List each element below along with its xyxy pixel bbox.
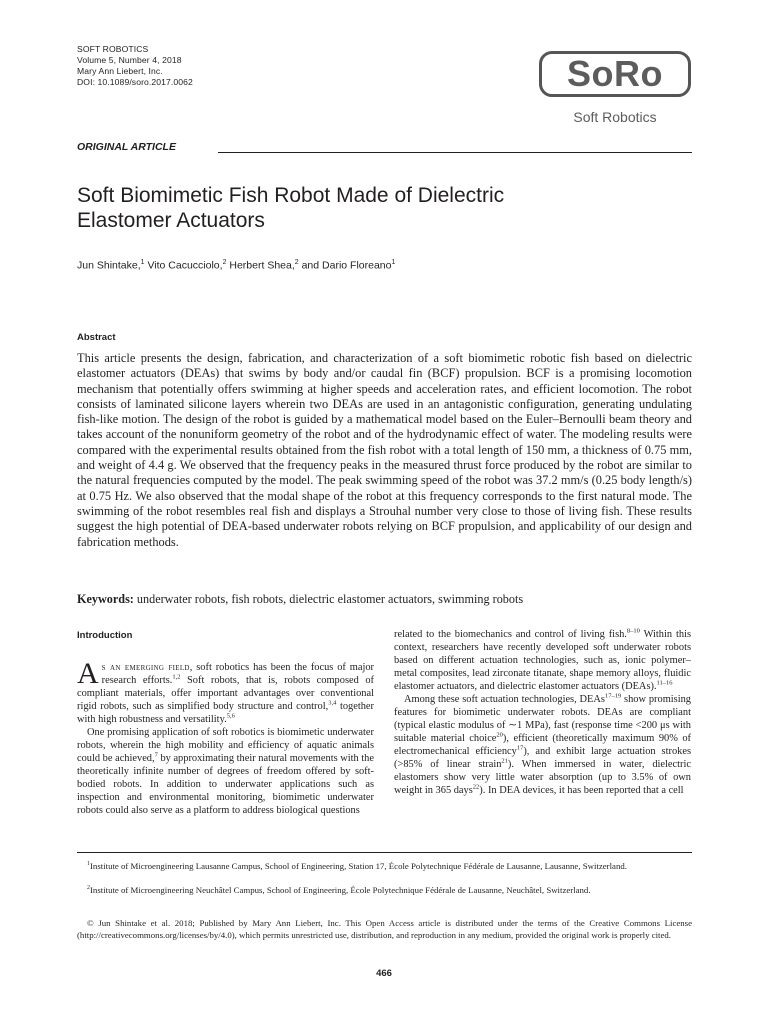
author-affiliation-mark: 2	[294, 259, 299, 266]
soro-logo-text: SoRo	[567, 53, 663, 94]
journal-volume: Volume 5, Number 4, 2018	[77, 55, 182, 65]
affiliation-number: 2	[87, 885, 90, 891]
citation-ref: 11–16	[656, 679, 673, 687]
paragraph	[394, 693, 691, 797]
author-affiliation-mark: 2	[222, 259, 227, 266]
drop-cap: A	[77, 657, 99, 690]
abstract-heading: Abstract	[77, 332, 116, 343]
citation-ref: 3,4	[328, 699, 337, 707]
citation-ref: 20	[496, 731, 503, 739]
body-text: Within this context, researchers have recently developed soft underwater robots based on different actuation technologies, such as, ionic polymer–metal composites, lead zirconate titanate, shape memory alloys, fluidic elastomer actuators, and dielectric elastomer actuators (DEAs).	[394, 629, 691, 692]
citation-ref: 17	[516, 744, 524, 752]
author-name: Herbert Shea,	[226, 259, 295, 272]
lead-in-text: s an emerging field	[101, 662, 190, 673]
author-name: Vito Cacucciolo,	[144, 259, 223, 272]
citation-ref: 1,2	[172, 673, 181, 681]
author-affiliation-mark: 1	[391, 259, 396, 266]
affiliation-number: 1	[87, 861, 90, 867]
body-text: by approximating their natural movements with the theoretically infinite number of degrees of freedom offered by soft-bodied robots. In addition to underwater applications such as inspection and environmental monitoring, biomimetic underwater robots could also serve as a platform to address biological questions	[77, 753, 374, 816]
paragraph	[77, 657, 374, 726]
affiliation-text: Institute of Microengineering Lausanne Campus, School of Engineering, Station 17, École Polytechnique Fédérale de Lausanne, Lausanne, Switzerland.	[90, 860, 627, 871]
citation-ref: 22	[472, 783, 480, 791]
citation-ref: 7	[154, 751, 158, 759]
journal-name: SOFT ROBOTICS	[77, 44, 149, 54]
introduction-heading: Introduction	[77, 630, 133, 641]
journal-publisher: Mary Ann Liebert, Inc.	[77, 66, 163, 76]
body-text: related to the biomechanics and control of living fish.	[394, 629, 627, 640]
page-number: 466	[376, 968, 392, 979]
keywords-label: Keywords:	[77, 592, 134, 606]
body-text: ). In DEA devices, it has been reported that a cell	[479, 785, 684, 796]
body-text: together with high robustness and versatility.	[77, 701, 374, 725]
soro-logo-subtitle: Soft Robotics	[573, 109, 657, 125]
body-text: Soft robots, that is, robots composed of compliant materials, offer important advantages over conventional rigid robots, such as simplified body structure and control,	[77, 675, 374, 712]
article-title: Soft Biomimetic Fish Robot Made of Dielectric Elastomer Actuators	[77, 184, 505, 232]
body-column-left	[77, 657, 374, 817]
keywords	[77, 592, 692, 607]
article-type: ORIGINAL ARTICLE	[77, 141, 176, 153]
journal-doi: DOI: 10.1089/soro.2017.0062	[77, 77, 193, 87]
body-text: ). When immersed in water, dielectric elastomers show very little water absorption (up to 3.5% of own weight in 365 days	[394, 759, 691, 796]
body-text: One promising application of soft robotics is biomimetic underwater robots, wherein the high mobility and efficiency of aquatic animals could be achieved,	[77, 727, 374, 764]
body-column-right	[394, 628, 691, 797]
citation-ref: 5,6	[226, 712, 235, 720]
soro-logo	[539, 51, 691, 97]
keywords-text: underwater robots, fish robots, dielectric elastomer actuators, swimming robots	[133, 592, 524, 606]
body-text: ), efficient (theoretically maximum 90% of electromechanical efficiency	[394, 733, 691, 757]
abstract-text: This article presents the design, fabrication, and characterization of a soft biomimetic robotic fish based on dielectric elastomer actuators (DEAs) that swims by body and/or caudal fin (BCF) propulsion. BCF is a promising locomotion mechanism that potentially offers swimming at higher speeds and acceleration rates, and efficient locomotion. The robot consists of laminated silicone layers wherein two DEAs are used in an antagonistic configuration, generating undulating fish-like motion. The design of the robot is guided by a mathematical model based on the Euler–Bernoulli beam theory and takes account of the nonuniform geometry of the robot and of the hydrodynamic effect of water. The modeling results were compared with the experimental results obtained from the fish robot with a total length of 150 mm, a thickness of 0.75 mm, and weight of 4.4 g. We observed that the frequency peaks in the measured thrust force produced by the robot are similar to the natural frequencies computed by the model. The peak swimming speed of the robot was 37.2 mm/s (0.25 body length/s) at 0.75 Hz. We also observed that the modal shape of the robot at this frequency corresponds to the first natural mode. The swimming of the robot resembles real fish and displays a Strouhal number very close to those of living fish. These results suggest the high potential of DEA-based underwater robots relying on BCF propulsion, and applicability of our design and fabrication methods.	[77, 351, 692, 549]
body-text: Among these soft actuation technologies, DEAs	[404, 694, 605, 705]
journal-info	[77, 44, 193, 88]
affiliation-text: Institute of Microengineering Neuchâtel Campus, School of Engineering, École Polytechnique Fédérale de Lausanne, Neuchâtel, Switzerland.	[90, 884, 591, 895]
author-affiliation-mark: 1	[140, 259, 145, 266]
citation-ref: 17–19	[604, 692, 622, 700]
body-text: ), and exhibit large actuation strokes (>85% of linear strain	[394, 746, 691, 770]
author-name: Jun Shintake,	[77, 259, 141, 272]
body-text: , soft robotics has been the focus of major research efforts.	[101, 662, 374, 686]
footnote-rule	[77, 852, 692, 853]
author-list	[77, 259, 677, 272]
affiliation-footnote-2	[77, 883, 692, 896]
citation-ref: 8–10	[626, 627, 640, 635]
affiliation-footnote-1	[77, 859, 692, 872]
article-type-rule	[218, 152, 692, 153]
paragraph	[394, 628, 691, 693]
citation-ref: 21	[501, 757, 508, 765]
paragraph	[77, 726, 374, 817]
author-name: and Dario Floreano	[298, 259, 392, 272]
body-text: show promising features for biomimetic underwater robots. DEAs are compliant (typical elastic modulus of ∼1 MPa), fast (response time <200 μs with suitable material choice	[394, 694, 691, 744]
license-notice: © Jun Shintake et al. 2018; Published by Mary Ann Liebert, Inc. This Open Access article is distributed under the terms of the Creative Commons License (http://creativecommons.org/licenses/by/4.0), which permits unrestricted use, distribution, and reproduction in any medium, provided the original work is properly cited.	[77, 918, 692, 940]
